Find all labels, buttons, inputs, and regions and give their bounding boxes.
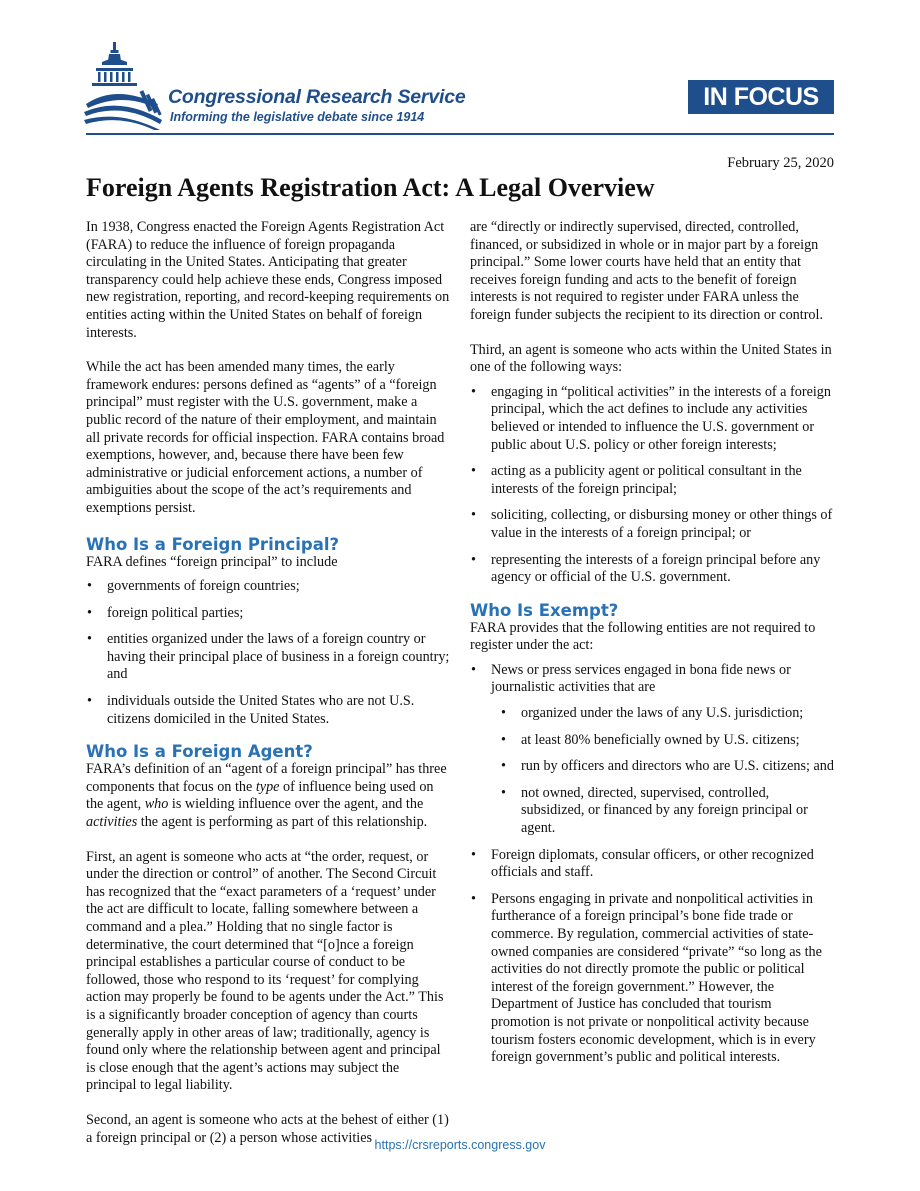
principal-list — [86, 578, 452, 728]
list-item: • Foreign diplomats, consular officers, or other recognized officials and staff. — [470, 847, 834, 882]
heading-foreign-principal: Who Is a Foreign Principal? — [86, 534, 340, 554]
list-item: • at least 80% beneficially owned by U.S. citizens; — [500, 732, 834, 750]
list-item: • entities organized under the laws of a foreign country or having their principal place of business in a foreign country; and — [86, 631, 452, 684]
org-tagline: Informing the legislative debate since 1914 — [170, 110, 425, 124]
list-item: • engaging in “political activities” in the interests of a foreign principal, which the act defines to include any activities believed or intended to influence the U.S. government or public about U.S. policy or other foreign interests; — [470, 384, 834, 454]
footer-url[interactable]: https://crsreports.congress.gov — [374, 1138, 546, 1152]
in-focus-badge: IN FOCUS — [688, 80, 834, 114]
heading-foreign-agent: Who Is a Foreign Agent? — [86, 742, 313, 762]
second-component-paragraph: Second, an agent is someone who acts at the behest of either (1) a foreign principal or (2) a person whose activities — [86, 1111, 449, 1146]
first-component-paragraph: First, an agent is someone who acts at “the order, request, or under the direction or control” of another. The Second Circuit has recognized that the “exact parameters of a ‘request’ under the act are difficult to locate, falling somewhere between a command and a plea.” Holding that no single factor is determinative, the court determined that “[o]nce a foreign principal establishes a particular course of conduct to be followed, those who respond to its ‘request’ for complying action may properly be found to be agents under the Act.” This is a significantly broader conception of agency than courts generally apply in other areas of law; traditionally, agency is found only where the relationship between agent and principal is close enough that the agent’s actions may subject the principal to legal liability. — [86, 848, 444, 1094]
list-item: • governments of foreign countries; — [86, 578, 452, 596]
exempt-intro: FARA provides that the following entities are not required to register under the act: — [470, 619, 816, 654]
header — [0, 0, 920, 140]
page-title: Foreign Agents Registration Act: A Legal Overview — [86, 173, 655, 202]
header-divider — [86, 133, 834, 135]
list-item: • foreign political parties; — [86, 605, 452, 623]
principal-intro: FARA defines “foreign principal” to include — [86, 553, 338, 570]
publication-date: February 25, 2020 — [727, 155, 834, 171]
left-column — [86, 219, 452, 1147]
continued-paragraph: are “directly or indirectly supervised, directed, controlled, financed, or subsidized in whole or in major part by a foreign principal.” Some lower courts have held that an entity that receives foreign funding and acts to the benefit of foreign interests is not required to register under FARA unless the foreign funder subjects the recipient to its direction or control. — [470, 219, 824, 323]
list-item: • individuals outside the United States who are not U.S. citizens domiciled in the United States. — [86, 693, 452, 728]
agent-definition-paragraph: FARA’s definition of an “agent of a foreign principal” has three components that focus on the type of influence being used on the agent, who is wielding influence over the agent, and the activities the agent is performing as part of this relationship. — [86, 761, 447, 831]
list-item: • representing the interests of a foreign principal before any agency or official of the U.S. government. — [470, 552, 834, 587]
list-item: • organized under the laws of any U.S. jurisdiction; — [500, 705, 834, 723]
list-item: • News or press services engaged in bona fide news or journalistic activities that are • organized under the laws of any U.S. jurisdiction; • at least 80% beneficially owned by U.S. citizens; • run by officers and directors who are U.S. citizens; and • not owned, directed, supervised, controlled, subsidized, or financed by any foreign principal or agent. — [470, 662, 834, 838]
intro-paragraph: In 1938, Congress enacted the Foreign Agents Registration Act (FARA) to reduce the influence of foreign propaganda circulating in the United States. Anticipating that greater transparency could help achieve these ends, Congress imposed new registration, reporting, and record-keeping requirements on entities acting within the United States on behalf of foreign interests. — [86, 219, 450, 341]
list-item: • acting as a publicity agent or political consultant in the interests of the foreign principal; — [470, 463, 834, 498]
heading-exempt: Who Is Exempt? — [470, 600, 619, 620]
agent-activities-list — [470, 384, 834, 587]
list-item: • run by officers and directors who are U.S. citizens; and — [500, 758, 834, 776]
list-item: • soliciting, collecting, or disbursing money or other things of value in the interests of a foreign principal; or — [470, 507, 834, 542]
press-criteria-list — [500, 705, 834, 838]
right-column — [470, 219, 834, 1076]
org-name: Congressional Research Service — [168, 86, 466, 108]
third-component-paragraph: Third, an agent is someone who acts within the United States in one of the following ways: — [470, 341, 832, 376]
capitol-dome-logo-icon — [84, 42, 164, 130]
exempt-list — [470, 662, 834, 1067]
framework-paragraph: While the act has been amended many times, the early framework endures: persons defined as “agents” of a “foreign principal” must register with the U.S. government, make a public record of the nature of their employment, and maintain all private records for official inspection. FARA contains broad exemptions, however, and, because there have been few administrative or judicial enforcement actions, a number of ambiguities about the scope of the act’s requirements and exemptions persist. — [86, 359, 445, 516]
list-item: • Persons engaging in private and nonpolitical activities in furtherance of a foreign principal’s bone fide trade or commerce. By regulation, commercial activities of state-owned companies are considered “private” “so long as the activities do not directly promote the public or political interest of the foreign government.” However, the Department of Justice has concluded that tourism promotion is not private or nonpolitical activity because tourism fosters economic development, which is in every foreign government’s public and political interests. — [470, 891, 834, 1067]
list-item: • not owned, directed, supervised, controlled, subsidized, or financed by any foreign principal or agent. — [500, 785, 834, 838]
